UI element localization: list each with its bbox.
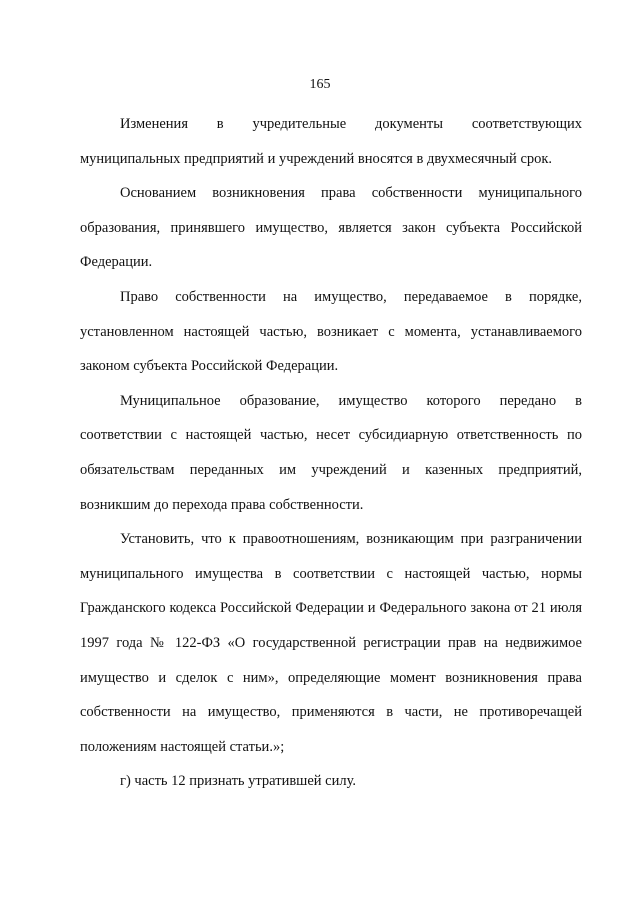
paragraph-ownership-moment: Право собственности на имущество, передаваемое в порядке, установленном настоящей частью, возникает с момента, устанавливаемого законом субъекта Российской Федерации. xyxy=(80,288,582,375)
paragraph-charter-changes: Изменения в учредительные документы соответствующих муниципальных предприятий и учреждений вносятся в двухмесячный срок. xyxy=(80,116,582,167)
document-body xyxy=(80,107,582,799)
paragraph-legal-relations: Установить, что к правоотношениям, возникающим при разграничении муниципального имущества в соответствии с настоящей частью, нормы Гражданского кодекса Российской Федерации и Федерального закона от 21 июля 1997 года № 122-ФЗ «О государственной регистрации прав на недвижимое имущество и сделок с ним», определяющие момент возникновения права собственности на имущество, применяются в части, не противоречащей положениям настоящей статьи.»; xyxy=(80,531,582,755)
paragraph-part-12-repeal: г) часть 12 признать утратившей силу. xyxy=(120,773,357,790)
paragraph-subsidiary-liability: Муниципальное образование, имущество которого передано в соответствии с настоящей частью, несет субсидиарную ответственность по обязательствам переданных им учреждений и казенных предприятий, возникшим до перехода права собственности. xyxy=(80,392,582,513)
page-number: 165 xyxy=(309,77,331,92)
paragraph-ownership-basis: Основанием возникновения права собственности муниципального образования, принявшего имущество, является закон субъекта Российской Федерации. xyxy=(80,185,582,271)
